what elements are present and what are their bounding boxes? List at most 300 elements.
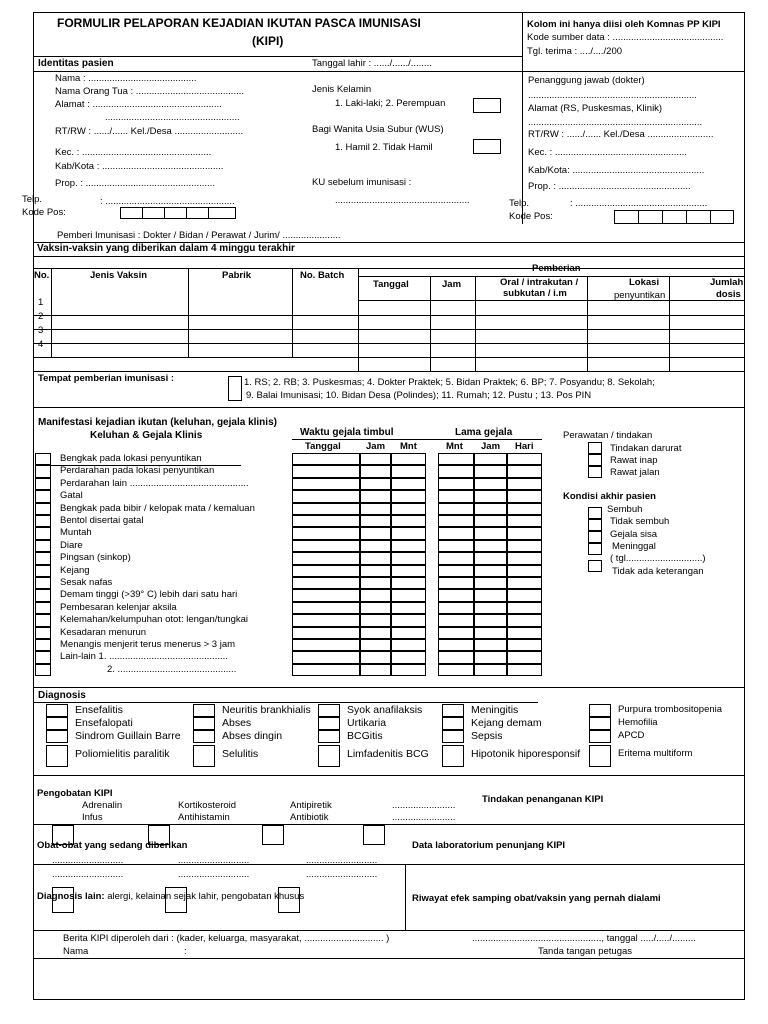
symptom-time-cell[interactable] [474,565,507,577]
nama-ortu-field[interactable]: Nama Orang Tua : ......................................... [55,86,245,97]
perawatan-title: Perawatan / tindakan [563,430,653,441]
diagnosis-lain-text: alergi, kelainan sejak lahir, pengobatan khusus [107,891,305,902]
tempat-box[interactable] [228,376,242,401]
sub-mnt: Mnt [400,441,417,452]
symptom-time-cell[interactable] [474,614,507,626]
kondisi-item-5[interactable]: ( tgl.............................) [610,553,706,564]
symptom-time-cell[interactable] [438,577,474,589]
symptom-time-cell[interactable] [507,503,542,515]
lain-box-2[interactable] [165,887,187,913]
symptom-label: Perdarahan lain ............................................. [60,477,249,489]
symptom-time-cell[interactable] [360,540,391,552]
jenis-kelamin-box[interactable] [473,98,501,113]
kec-field[interactable]: Kec. : ................................................. [55,147,212,158]
symptom-time-cell[interactable] [360,565,391,577]
symptom-time-cell[interactable] [474,465,507,477]
symptom-time-cell[interactable] [507,527,542,539]
kondisi-box-2[interactable] [588,519,602,531]
symptom-checkbox[interactable] [35,639,51,651]
kabkota-field[interactable]: Kab/Kota : .............................................. [55,161,224,172]
symptom-time-cell[interactable] [360,627,391,639]
kodepos-box-2[interactable] [142,207,165,219]
symptom-label: Kejang [60,564,90,576]
symptom-time-cell[interactable] [391,453,426,465]
diagnosis-checkbox[interactable] [46,745,68,767]
vaksin-col-line [358,268,359,371]
symptom-checkbox[interactable] [35,515,51,527]
symptom-checkbox[interactable] [35,589,51,601]
pengobatan-antipiretik: Antipiretik [290,800,332,811]
symptom-time-cell[interactable] [391,664,426,676]
tempat-options-2: 9. Balai Imunisasi; 10. Bidan Desa (Polindes); 11. Rumah; 12. Pustu ; 13. Pos PIN [246,390,592,401]
diagnosis-checkbox[interactable] [318,745,340,767]
symptom-time-cell[interactable] [474,540,507,552]
diagnosis-label: Sepsis [471,730,503,742]
symptom-time-cell[interactable] [391,614,426,626]
symptom-time-cell[interactable] [474,478,507,490]
divider [33,256,745,257]
rtrw-field[interactable]: RT/RW : ....../...... Kel./Desa .......................... [55,126,244,137]
alamat-field[interactable]: Alamat : ................................................. [55,99,222,110]
symptom-time-cell[interactable] [474,552,507,564]
kondisi-box-3[interactable] [588,531,602,543]
diagnosis-label: Poliomielitis paralitik [75,748,170,760]
symptom-time-cell[interactable] [438,503,474,515]
wus-box[interactable] [473,139,501,154]
symptom-time-cell[interactable] [507,627,542,639]
symptom-time-cell[interactable] [507,577,542,589]
symptom-label: 2. ............................................. [107,663,237,675]
symptom-time-cell[interactable] [292,540,360,552]
form-title-kipi: (KIPI) [252,34,284,48]
penanggung-telp-label: Telp. [509,198,530,209]
symptom-checkbox[interactable] [35,540,51,552]
symptom-label: Lain-lain 1. ............................................. [60,651,228,663]
diagnosis-label: BCGitis [347,730,383,742]
tgl-terima-field[interactable]: Tgl. terima : ..../..../200 [527,46,623,57]
vaksin-row-line [33,315,745,316]
symptom-time-cell[interactable] [292,627,360,639]
kode-sumber-field[interactable]: Kode sumber data : .......................................... [527,32,724,43]
perawatan-item-2: Rawat inap [610,455,658,466]
perawatan-box-3[interactable] [588,466,602,478]
penanggung-kodepos-box-1[interactable] [614,210,639,224]
symptom-time-cell[interactable] [391,478,426,490]
diagnosis-checkbox[interactable] [193,730,215,743]
symptom-time-cell[interactable] [292,651,360,663]
diagnosis-label: Ensefalopati [75,717,133,729]
symptom-time-cell[interactable] [507,478,542,490]
berita-field[interactable]: Berita KIPI diperoleh dari : (kader, keluarga, masyarakat, .............................. ) [63,933,390,944]
symptom-time-cell[interactable] [474,639,507,651]
symptom-time-cell[interactable] [292,478,360,490]
symptom-time-cell[interactable] [507,552,542,564]
symptom-time-cell[interactable] [391,552,426,564]
penanggung-name-field[interactable]: ................................................................ [528,90,697,101]
symptom-time-cell[interactable] [360,503,391,515]
symptom-label: Menangis menjerit terus menerus > 3 jam [60,639,236,650]
symptom-time-cell[interactable] [391,490,426,502]
vaksin-col-line [475,276,476,371]
diagnosis-label: Abses [222,717,252,729]
symptom-time-cell[interactable] [391,589,426,601]
symptom-label: Pingsan (sinkop) [60,552,131,564]
sub-mnt2: Mnt [446,441,463,452]
symptom-time-cell[interactable] [507,614,542,626]
symptom-time-cell[interactable] [438,453,474,465]
symptom-time-cell[interactable] [292,490,360,502]
symptom-checkbox[interactable] [35,602,51,614]
divider [33,687,745,688]
diagnosis-checkbox[interactable] [589,745,611,767]
pengobatan-other-1[interactable]: ........................ [392,800,456,811]
symptom-label: Pembesaran kelenjar aksila [60,601,177,613]
vaksin-col-oral2: subkutan / i.m [503,288,567,299]
kondisi-box-1[interactable] [588,507,602,519]
alamat-field-2[interactable]: ................................................... [105,112,240,123]
symptom-label: Gatal [60,490,83,502]
perawatan-box-1[interactable] [588,442,602,454]
diagnosis-checkbox[interactable] [46,704,68,717]
symptom-time-cell[interactable] [507,465,542,477]
symptom-checkbox[interactable] [35,664,51,676]
diagnosis-lain-label: Diagnosis lain: [37,891,105,902]
symptom-time-cell[interactable] [360,602,391,614]
symptom-checkbox[interactable] [35,552,51,564]
lain-box-1[interactable] [52,887,74,913]
telp-field[interactable]: : ................................................. [100,196,235,207]
symptom-time-cell[interactable] [292,664,360,676]
vaksin-row-2: 2 [38,311,44,322]
symptom-time-cell[interactable] [391,639,426,651]
pengobatan-infus: Infus [82,812,103,823]
symptom-time-cell[interactable] [474,627,507,639]
symptom-time-cell[interactable] [292,515,360,527]
symptom-time-cell[interactable] [292,602,360,614]
divider [33,958,745,959]
kodepos-box-1[interactable] [120,207,143,219]
symptom-time-cell[interactable] [438,552,474,564]
symptom-time-cell[interactable] [438,478,474,490]
penanggung-kabkota-field[interactable]: Kab/Kota: .................................................. [528,165,705,176]
symptom-checkbox[interactable] [35,614,51,626]
vaksin-col-oral: Oral / intrakutan / [500,277,579,288]
symptom-time-cell[interactable] [360,639,391,651]
penanggung-kodepos-label: Kode Pos: [509,211,553,222]
symptom-time-cell[interactable] [391,515,426,527]
penanggung-kec-field[interactable]: Kec. : .................................................. [528,147,687,158]
symptom-time-cell[interactable] [438,639,474,651]
divider [33,824,745,825]
symptom-time-cell[interactable] [507,453,542,465]
pemberi-field[interactable]: Pemberi Imunisasi : Dokter / Bidan / Perawat / Jurim/ ...................... [57,230,341,241]
penanggung-kodepos-box-4[interactable] [686,210,711,224]
kondisi-item-4: Meninggal [612,541,656,552]
diagnosis-label: Hemofilia [618,717,658,728]
vaksin-header-bottom [358,300,745,301]
symptom-label: Bentol disertai gatal [60,515,144,526]
kondisi-box-5[interactable] [588,560,602,572]
sub-jam2: Jam [481,441,501,452]
wus-label: Bagi Wanita Usia Subur (WUS) [312,124,444,135]
symptom-time-cell[interactable] [391,565,426,577]
divider [33,775,745,776]
vaksin-header-line [33,268,745,269]
prop-field[interactable]: Prop. : ................................................. [55,178,215,189]
jenis-kelamin-label: Jenis Kelamin [312,84,372,95]
vaksin-bottom-line [33,371,745,372]
symptom-time-cell[interactable] [292,552,360,564]
symptom-time-cell[interactable] [507,664,542,676]
penanggung-telp-field[interactable]: : .................................................. [570,198,708,209]
diagnosis-checkbox[interactable] [318,730,340,743]
kondisi-item-3: Gejala sisa [610,529,657,540]
symptom-time-cell[interactable] [391,527,426,539]
obat-field-2[interactable]: ........................... [178,855,250,866]
nama-field[interactable]: Nama : ......................................... [55,73,197,84]
symptom-checkbox[interactable] [35,627,51,639]
pengobatan-other-2[interactable]: ........................ [392,812,456,823]
perawatan-box-2[interactable] [588,454,602,466]
diagnosis-checkbox[interactable] [318,717,340,730]
symptom-label: Diare [60,539,83,551]
symptom-time-cell[interactable] [507,490,542,502]
symptom-time-cell[interactable] [292,565,360,577]
perawatan-item-1: Tindakan darurat [610,443,682,454]
kondisi-box-4[interactable] [588,543,602,555]
diagnosis-checkbox[interactable] [589,717,611,730]
obat-field-3[interactable]: ........................... [306,855,378,866]
symptom-time-cell[interactable] [360,577,391,589]
divider [33,864,745,865]
symptom-time-cell[interactable] [360,552,391,564]
kodepos-box-4[interactable] [186,207,209,219]
vaksin-col-no: No. [34,270,50,281]
symptom-time-cell[interactable] [438,565,474,577]
symptom-time-cell[interactable] [474,651,507,663]
lama-col-header: Lama gejala [455,427,513,438]
manifestasi-heading: Manifestasi kejadian ikutan (keluhan, gejala klinis) [38,417,277,428]
symptom-time-cell[interactable] [474,527,507,539]
vaksin-col-line [669,276,670,371]
diagnosis-checkbox[interactable] [442,717,464,730]
symptom-checkbox[interactable] [35,453,51,465]
diagnosis-label: Syok anafilaksis [347,704,423,716]
pengobatan-box-3[interactable] [262,825,284,845]
divider [33,56,523,57]
symptom-time-cell[interactable] [438,515,474,527]
symptom-time-cell[interactable] [292,589,360,601]
pengobatan-kortikosteroid: Kortikosteroid [178,800,237,811]
symptom-label: Bengkak pada lokasi penyuntikan [60,453,202,464]
lab-label: Data laboratorium penunjang KIPI [412,840,566,851]
vaksin-col-line [51,268,52,358]
penanggung-prop-field[interactable]: Prop. : .................................................. [528,181,691,192]
symptom-time-cell[interactable] [360,490,391,502]
vaksin-col-dosis: dosis [716,289,741,300]
diagnosis-label: Eritema multiform [618,748,693,759]
symptom-time-cell[interactable] [438,490,474,502]
symptom-time-cell[interactable] [474,453,507,465]
symptom-time-cell[interactable] [507,651,542,663]
obat-field-6[interactable]: ........................... [306,869,378,880]
symptom-time-cell[interactable] [438,465,474,477]
penanggung-kodepos-box-5[interactable] [710,210,734,224]
symptom-time-cell[interactable] [292,527,360,539]
vaksin-col-jenis: Jenis Vaksin [90,270,148,281]
symptom-time-cell[interactable] [438,651,474,663]
symptom-time-cell[interactable] [360,527,391,539]
vaksin-row-line [33,357,745,358]
vaksin-col-lokasi: Lokasi [629,277,660,288]
symptom-time-cell[interactable] [507,589,542,601]
symptom-time-cell[interactable] [391,465,426,477]
symptom-time-cell[interactable] [360,651,391,663]
obat-label: Obat-obat yang sedang diberikan [37,840,188,851]
diagnosis-checkbox[interactable] [589,704,611,717]
symptom-time-cell[interactable] [474,602,507,614]
pengobatan-antihistamin: Antihistamin [178,812,230,823]
symptom-time-cell[interactable] [292,503,360,515]
diagnosis-label: Kejang demam [471,717,542,729]
symptom-time-cell[interactable] [507,515,542,527]
diagnosis-checkbox[interactable] [442,704,464,717]
lain-box-3[interactable] [278,887,300,913]
vaksin-col-jam: Jam [442,279,462,290]
vaksin-col-batch: No. Batch [300,270,345,281]
kodepos-box-5[interactable] [208,207,236,219]
symptom-time-cell[interactable] [507,639,542,651]
symptom-time-cell[interactable] [438,589,474,601]
symptom-time-cell[interactable] [360,478,391,490]
symptom-time-cell[interactable] [391,577,426,589]
symptom-time-cell[interactable] [474,503,507,515]
symptom-checkbox[interactable] [35,503,51,515]
divider [33,71,745,72]
symptom-time-cell[interactable] [474,664,507,676]
symptom-checkbox[interactable] [35,490,51,502]
symptom-time-cell[interactable] [507,540,542,552]
vaksin-row-1: 1 [38,297,44,308]
diagnosis-label: Ensefalitis [75,704,123,716]
diagnosis-checkbox[interactable] [193,745,215,767]
penanggung-kodepos-box-3[interactable] [662,210,687,224]
kodepos-box-3[interactable] [164,207,187,219]
symptom-time-cell[interactable] [391,627,426,639]
obat-field-1[interactable]: ........................... [52,855,124,866]
vaksin-col-pemberian: Pemberian [532,263,581,274]
nama-label: Nama [63,946,89,957]
symptom-time-cell[interactable] [360,515,391,527]
manifestasi-line [292,439,542,440]
diagnosis-checkbox[interactable] [318,704,340,717]
symptom-checkbox[interactable] [35,651,51,663]
kondisi-item-6: Tidak ada keterangan [612,566,704,577]
symptom-time-cell[interactable] [292,453,360,465]
symptom-time-cell[interactable] [391,503,426,515]
obat-field-5[interactable]: ........................... [178,869,250,880]
diagnosis-label: Limfadenitis BCG [347,748,429,760]
symptom-time-cell[interactable] [438,664,474,676]
nama-colon: : [184,946,187,957]
tanggal-field[interactable]: ................................................., tanggal ...../...../......... [472,933,696,944]
symptom-checkbox[interactable] [35,577,51,589]
symptom-time-cell[interactable] [474,577,507,589]
symptom-time-cell[interactable] [391,651,426,663]
identitas-heading: Identitas pasien [38,58,114,69]
symptom-time-cell[interactable] [391,602,426,614]
symptom-label: Bengkak pada bibir / kelopak mata / kemaluan [60,502,255,514]
ku-field[interactable]: ................................................... [335,195,470,206]
divider [33,407,745,408]
obat-field-4[interactable]: ........................... [52,869,124,880]
symptom-time-cell[interactable] [292,577,360,589]
kondisi-item-1: Sembuh [607,504,643,515]
manifestasi-divider [51,465,241,466]
tanggal-lahir-field[interactable]: Tanggal lahir : ....../....../........ [312,58,432,69]
vaksin-row-line [33,343,745,344]
diagnosis-checkbox[interactable] [589,730,611,743]
symptom-time-cell[interactable] [438,527,474,539]
vaksin-col-pabrik: Pabrik [222,270,252,281]
symptom-time-cell[interactable] [360,664,391,676]
symptom-time-cell[interactable] [438,602,474,614]
penanggung-alamat-field[interactable]: .................................................................. [528,117,703,128]
symptom-time-cell[interactable] [474,515,507,527]
symptom-time-cell[interactable] [507,602,542,614]
ttd-label: Tanda tangan petugas [538,946,633,957]
kodepos-label: Kode Pos: [22,207,66,218]
symptom-time-cell[interactable] [474,490,507,502]
diagnosis-label: Hipotonik hiporesponsif [471,748,581,760]
symptom-time-cell[interactable] [360,465,391,477]
ku-label: KU sebelum imunisasi : [312,177,412,188]
vaksin-col-lokasi2: penyuntikan [614,290,666,301]
pengobatan-box-4[interactable] [363,825,385,845]
diagnosis-checkbox[interactable] [193,704,215,717]
symptom-checkbox[interactable] [35,465,51,477]
diagnosis-checkbox[interactable] [193,717,215,730]
diagnosis-heading: Diagnosis [38,690,86,701]
diagnosis-checkbox[interactable] [442,730,464,743]
symptom-time-cell[interactable] [474,589,507,601]
vaksin-col-line [430,276,431,371]
symptom-checkbox[interactable] [35,565,51,577]
penanggung-kodepos-box-2[interactable] [638,210,663,224]
symptom-time-cell[interactable] [438,627,474,639]
symptom-time-cell[interactable] [360,589,391,601]
symptom-checkbox[interactable] [35,478,51,490]
vaksin-col-line [587,276,588,371]
symptom-time-cell[interactable] [292,614,360,626]
symptom-time-cell[interactable] [391,540,426,552]
penanggung-rtrw-field[interactable]: RT/RW : ....../...... Kel./Desa ......................... [528,129,714,140]
diagnosis-checkbox[interactable] [442,745,464,767]
form-title: FORMULIR PELAPORAN KEJADIAN IKUTAN PASCA IMUNISASI [57,16,421,30]
symptom-time-cell[interactable] [360,453,391,465]
diagnosis-checkbox[interactable] [46,730,68,743]
symptom-time-cell[interactable] [438,614,474,626]
symptom-time-cell[interactable] [507,565,542,577]
diagnosis-label: APCD [618,730,645,741]
symptom-time-cell[interactable] [292,639,360,651]
symptom-time-cell[interactable] [438,540,474,552]
waktu-col-header: Waktu gejala timbul [300,427,394,438]
symptom-checkbox[interactable] [35,527,51,539]
symptom-time-cell[interactable] [292,465,360,477]
symptom-time-cell[interactable] [360,614,391,626]
diagnosis-checkbox[interactable] [46,717,68,730]
